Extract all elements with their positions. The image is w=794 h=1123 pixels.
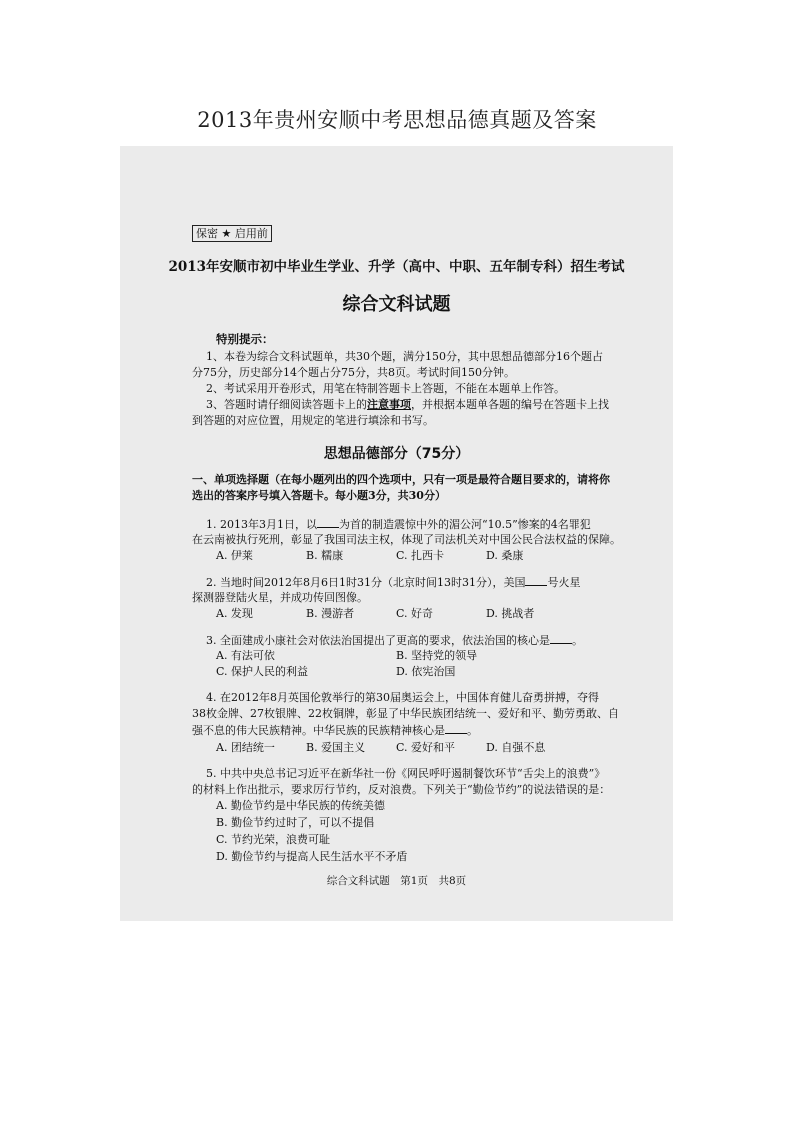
question-4-stem: 4. 在2012年8月英国伦敦举行的第30届奥运会上，中国体育健儿奋勇拼搏，夺得 [206,691,599,704]
exam-name: 2013年安顺市初中毕业生学业、升学（高中、中职、五年制专科）招生考试 [168,259,625,275]
question-2-option-c: C. 好奇 [396,607,434,620]
question-2-stem-pre: 2. 当地时间2012年8月6日1时31分（北京时间13时31分），美国 [206,576,526,589]
document-title: 2013年贵州安顺中考思想品德真题及答案 [197,108,597,132]
question-5-option-b: B. 勤俭节约过时了，可以不提倡 [216,816,375,829]
question-1-stem-post: 为首的制造震惊中外的湄公河“10.5”惨案的4名罪犯 [338,518,591,531]
notice-item-1-cont: 分75分，历史部分14个题占分75分，共8页。考试时间150分钟。 [192,366,515,379]
question-2-option-b: B. 漫游者 [306,607,355,620]
answer-blank [445,722,467,734]
confidential-badge: 保密 ★ 启用前 [192,225,272,242]
notice-item-2: 2、考试采用开卷形式，用笔在特制答题卡上答题，不能在本题单上作答。 [206,382,565,395]
page-footer: 综合文科试题 第1页 共8页 [326,875,467,887]
question-4-stem-end [192,722,478,739]
notice-item-3-pre: 3、答题时请仔细阅读答题卡上的 [206,398,367,411]
notice-item-3-post: ，并根据本题单各题的编号在答题卡上找 [411,398,609,411]
question-1-stem-pre: 1. 2013年3月1日，以 [206,518,317,531]
question-2-stem-cont: 探测器登陆火星，并成功传回图像。 [192,591,368,604]
question-3-stem-pre: 3. 全面建成小康社会对依法治国提出了更高的要求，依法治国的核心是 [206,634,550,647]
question-1-option-b: B. 糯康 [306,549,344,562]
answer-blank [550,632,572,644]
answer-blank [525,574,547,586]
notice-item-3 [206,397,609,413]
notice-heading: 特别提示： [216,332,274,346]
question-4-option-d: D. 自强不息 [486,741,546,754]
question-5-option-d: D. 勤俭节约与提高人民生活水平不矛盾 [216,850,408,863]
question-3-stem [206,632,583,649]
answer-blank [317,516,339,528]
section-title: 思想品德部分（75分） [323,446,470,462]
question-5-option-c: C. 节约光荣，浪费可耻 [216,833,331,846]
question-4-option-c: C. 爱好和平 [396,741,456,754]
question-2-stem [206,574,580,591]
notice-item-3-cont: 到答题的对应位置，用规定的笔进行填涂和书写。 [192,414,434,427]
scanned-exam-page [120,146,673,921]
question-5-option-a: A. 勤俭节约是中华民族的传统美德 [216,799,385,812]
question-2-option-a: A. 发现 [216,607,253,620]
question-5-stem-cont: 的材料上作出批示，要求厉行节约，反对浪费。下列关于“勤俭节约”的说法错误的是： [192,783,611,796]
question-3-stem-post: 。 [572,634,583,647]
question-1-stem-cont: 在云南被执行死刑，彰显了我国司法主权，体现了司法机关对中国公民合法权益的保障。 [192,533,621,546]
question-1-stem [206,516,591,533]
question-2-option-d: D. 挑战者 [486,607,535,620]
question-4-stem-pre: 强不息的伟大民族精神。中华民族的民族精神核心是 [192,724,445,737]
question-5-stem: 5. 中共中央总书记习近平在新华社一份《网民呼吁遏制餐饮环节“舌尖上的浪费”》 [206,767,606,780]
question-3-option-a: A. 有法可依 [216,649,275,662]
notice-item-3-underline: 注意事项 [367,398,411,411]
part-intro-cont: 选出的答案序号填入答题卡。每小题3分，共30分） [192,489,446,502]
question-4-option-b: B. 爱国主义 [306,741,366,754]
question-3-option-d: D. 依宪治国 [396,665,456,678]
question-1-option-a: A. 伊莱 [216,549,253,562]
question-4-stem-post: 。 [467,724,478,737]
question-4-option-a: A. 团结统一 [216,741,275,754]
question-2-stem-post: 号火星 [547,576,581,589]
question-3-option-c: C. 保护人民的利益 [216,665,309,678]
question-1-option-c: C. 扎西卡 [396,549,445,562]
part-intro: 一、单项选择题（在每小题列出的四个选项中，只有一项是最符合题目要求的，请将你 [192,473,610,486]
notice-item-1: 1、本卷为综合文科试题单，共30个题，满分150分，其中思想品德部分16个题占 [206,350,603,363]
question-1-option-d: D. 桑康 [486,549,524,562]
question-4-stem-cont: 38枚金牌、27枚银牌、22枚铜牌，彰显了中华民族团结统一、爱好和平、勤劳勇敢、自 [192,707,619,720]
paper-title: 综合文科试题 [342,294,451,315]
question-3-option-b: B. 坚持党的领导 [396,649,478,662]
